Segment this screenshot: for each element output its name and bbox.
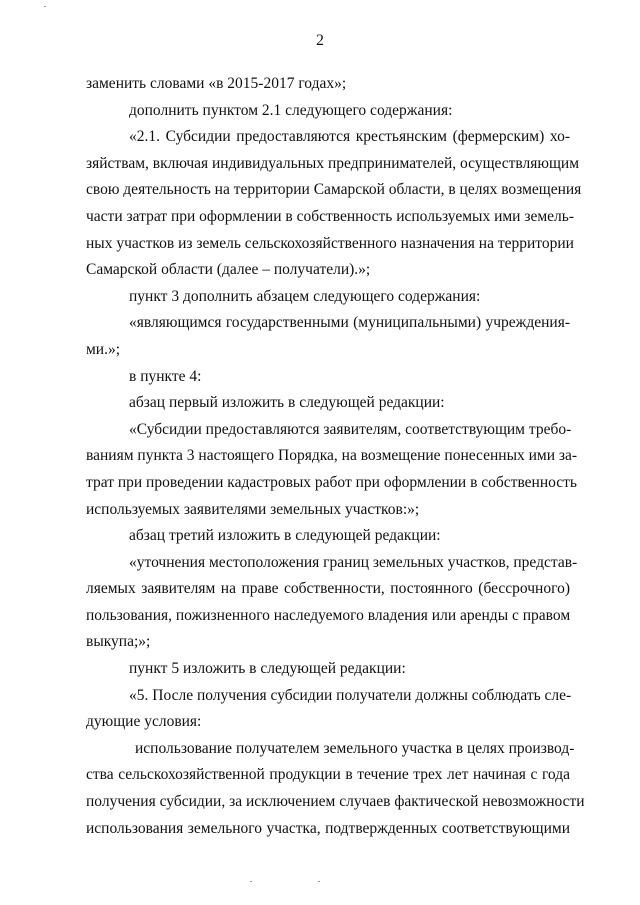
text-line: «являющимся государственными (муниципальными) учреждения-	[129, 314, 570, 332]
text-line: ляемых заявителям на праве собственности, постоянного (бессрочного)	[86, 580, 570, 598]
text-line: получения субсидии, за исключением случаев фактической невозможности	[86, 793, 585, 811]
text-line: части затрат при оформлении в собственность используемых ими земель-	[86, 207, 575, 225]
text-line: Самарской области (далее – получатели).»;	[86, 261, 371, 279]
text-line: пункт 3 дополнить абзацем следующего содержания:	[129, 287, 481, 305]
text-line: трат при проведении кадастровых работ при оформлении в собственность	[86, 473, 578, 491]
text-line: ных участков из земель сельскохозяйственного назначения на территории	[86, 234, 574, 252]
text-line: используемых заявителями земельных участков:»;	[86, 500, 420, 518]
text-line: пользования, пожизненного наследуемого владения или аренды с правом	[86, 606, 571, 624]
scan-speck	[318, 881, 320, 882]
scan-speck	[250, 881, 252, 882]
text-line: ваниям пункта 3 настоящего Порядка, на возмещение понесенных ими за-	[86, 447, 578, 465]
text-line: ства сельскохозяйственной продукции в течение трех лет начиная с года	[86, 766, 570, 784]
text-line: зяйствам, включая индивидуальных предпринимателей, осуществляющим	[86, 154, 580, 172]
text-line: заменить словами «в 2015-2017 годах»;	[86, 75, 347, 92]
text-line: использования земельного участка, подтвержденных соответствующими	[86, 819, 570, 837]
text-line: «Субсидии предоставляются заявителям, соответствующим требо-	[129, 420, 572, 438]
text-line: использование получателем земельного участка в целях производ-	[135, 739, 575, 757]
text-line: пункт 5 изложить в следующей редакции:	[129, 660, 406, 678]
text-line: «2.1. Субсидии предоставляются крестьянским (фермерским) хо-	[129, 128, 570, 146]
text-line: абзац третий изложить в следующей редакции:	[129, 527, 441, 545]
text-line: в пункте 4:	[129, 367, 202, 385]
scan-speck	[44, 6, 46, 7]
text-line: ми.»;	[86, 340, 121, 358]
text-line: абзац первый изложить в следующей редакции:	[129, 394, 445, 412]
text-line: «5. После получения субсидии получатели должны соблюдать сле-	[129, 686, 572, 704]
text-line: свою деятельность на территории Самарской области, в целях возмещения	[86, 181, 582, 199]
text-line: «уточнения местоположения границ земельных участков, представ-	[129, 553, 578, 571]
text-line: дополнить пунктом 2.1 следующего содержания:	[129, 101, 453, 119]
page-number: 2	[316, 32, 324, 49]
text-line: дующие условия:	[86, 713, 202, 731]
text-line: выкупа;»;	[86, 633, 151, 651]
document-body	[86, 71, 585, 842]
